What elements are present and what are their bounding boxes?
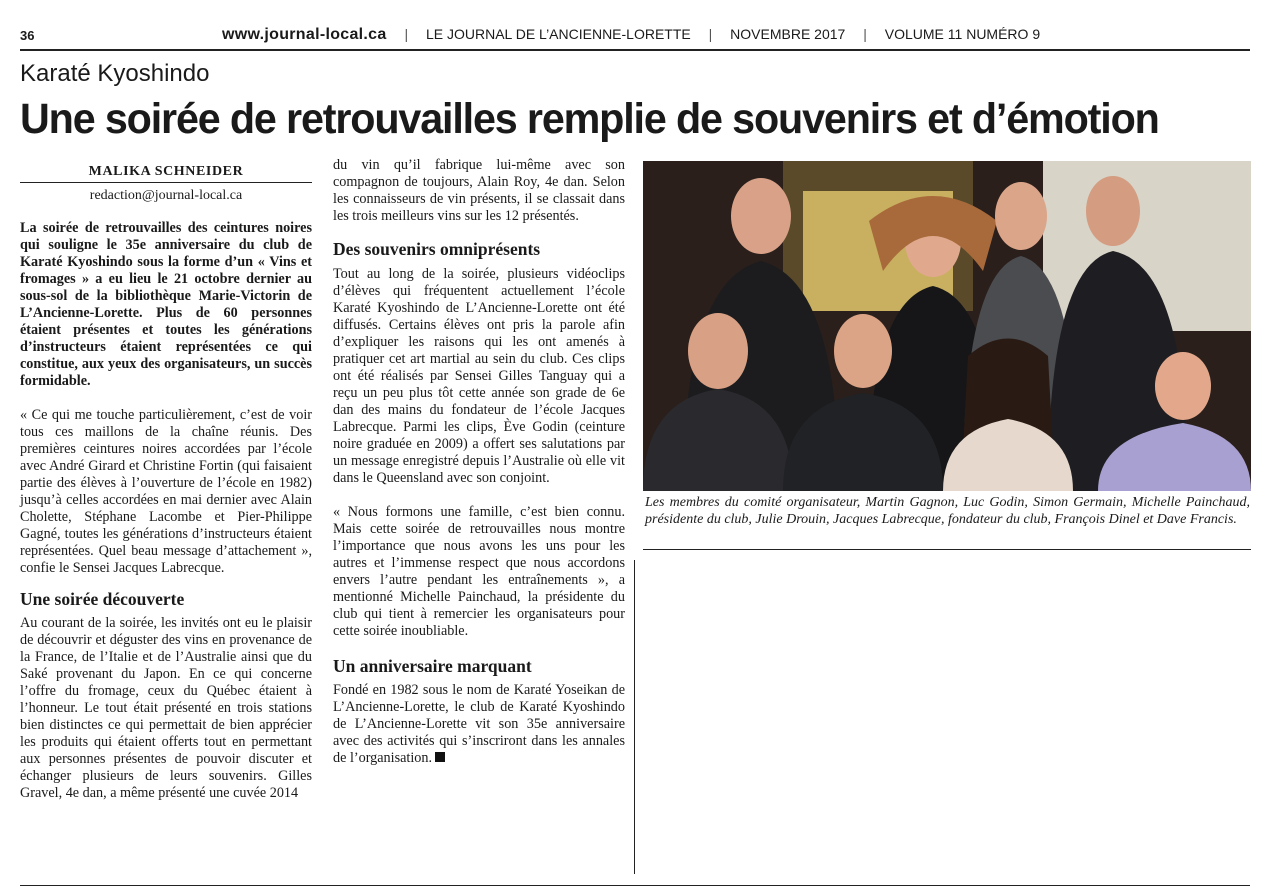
volume-number: VOLUME 11 NUMÉRO 9: [884, 26, 1041, 42]
site-url[interactable]: www.journal-local.ca: [222, 26, 387, 43]
article-kicker: Karaté Kyoshindo: [20, 60, 210, 87]
closing-paragraph: [333, 682, 625, 767]
paragraph: Tout au long de la soirée, plusieurs vidéoclips d’élèves qui fréquentent actuellement l’école Karaté Kyoshindo de L’Ancienne-Lorette ont été diffusés. Certains élèves ont pris la parole afin d’expliquer les raisons qui les ont amenés à pratiquer cet art martial au sein du club. Ces clips ont été réalisés par Sensei Gilles Tanguay qui a reçu un peu plus tôt cette année son grade de 6e dan des mains du fondateur de l’école Jacques Labrecque. Parmi les clips, Ève Godin (ceinture noire graduée en 2009) a offert ses salutations par un message enregistré depuis l’Australie où elle vit dans le Queensland avec son conjoint.: [333, 266, 625, 486]
closing-text: Fondé en 1982 sous le nom de Karaté Yoseikan de L’Ancienne-Lorette, le club de Karaté Kyoshindo de L’Ancienne-Lorette vit son 35e anniversaire avec des activités qui s’inscriront dans les annales de l’organisation.: [333, 682, 625, 766]
photo-credit: Crédit photo : Gilles Tanguay: [1249, 351, 1259, 467]
group-photo: [643, 161, 1259, 489]
publication-name: LE JOURNAL DE L’ANCIENNE-LORETTE: [425, 26, 691, 42]
subhead: Une soirée découverte: [20, 589, 185, 609]
header-rule: [20, 49, 1250, 51]
header-center: [222, 26, 1040, 44]
author-email[interactable]: redaction@journal-local.ca: [89, 188, 243, 203]
byline-rule: [20, 182, 312, 183]
paragraph: « Nous formons une famille, c’est bien connu. Mais cette soirée de retrouvailles nous montre l’importance que nous avons les uns pour les autres et l’immense respect que nous accordons envers l’autre pendant les entraînements », a mentionné Michelle Painchaud, la présidente du club qui tient à remercier les organisateurs pour cette soirée inoubliable.: [333, 504, 625, 639]
header-separator: |: [404, 26, 409, 42]
footer-rule: [20, 885, 1250, 886]
paragraph: du vin qu’il fabrique lui-même avec son compagnon de toujours, Alain Roy, 4e dan. Selon les connaisseurs de vin présents, il se classait dans les trois meilleurs vins sur les 12 présentés.: [333, 157, 625, 224]
page-number: 36: [20, 28, 35, 43]
lead-paragraph: La soirée de retrouvailles des ceintures noires qui souligne le 35e anniversaire du club de Karaté Kyoshindo sous la forme d’un « Vins et fromages » a eu lieu le 21 octobre dernier au sous-sol de la bibliothèque Marie-Victorin de L’Ancienne-Lorette. Plus de 60 personnes étaient présentes et toutes les générations d’instructeurs étaient représentées ce qui constitue, aux yeux des organisateurs, un succès formidable.: [20, 220, 312, 389]
column-divider: [634, 560, 635, 874]
paragraph: Au courant de la soirée, les invités ont eu le plaisir de découvrir et déguster des vins en provenance de la France, de l’Italie et de l’Australie ainsi que du Saké provenant du Japon. En ce qui concerne l’offre du fromage, ceux du Québec étaient à l’honneur. Le tout était présenté en trois stations bien distinctes ce qui permettait de bien apprécier les produits qui étaient offerts tout en permettant aux personnes présentes de pouvoir discuter et échanger plusieurs de leurs souvenirs. Gilles Gravel, 4e dan, a même présenté une cuvée 2014: [20, 615, 312, 801]
issue-date: NOVEMBRE 2017: [730, 26, 846, 42]
article-headline: Une soirée de retrouvailles remplie de souvenirs et d’émotion: [20, 95, 1159, 143]
page-header: [20, 26, 1250, 48]
header-separator: |: [863, 26, 867, 42]
photo-illustration: [643, 161, 1251, 489]
article-column-1: [20, 220, 312, 802]
caption-rule: [643, 549, 1251, 550]
end-mark-icon: [435, 752, 445, 762]
subhead: Un anniversaire marquant: [333, 656, 532, 676]
author-byline: MALIKA SCHNEIDER: [88, 164, 244, 179]
header-separator: |: [708, 26, 713, 42]
article-column-2: [333, 157, 625, 767]
photo-caption: Les membres du comité organisateur, Martin Gagnon, Luc Godin, Simon Germain, Michelle Painchaud, présidente du club, Julie Drouin, Jacques Labrecque, fondateur du club, François Dinel et Dave Francis.: [645, 495, 1250, 527]
subhead: Des souvenirs omniprésents: [333, 239, 541, 259]
paragraph: « Ce qui me touche particulièrement, c’est de voir tous ces maillons de la chaîne réunis. Des premières ceintures noires accordées par l’école avec André Girard et Christine Fortin (qui faisaient partie des élèves à l’ouverture de l’école en 1982) jusqu’à celles accordées en mai dernier avec Alain Cholette, Stéphane Lacombe et Pier-Philippe Gagné, toutes les générations d’instructeurs étaient représentées. Quel beau message d’attachement », confie le Sensei Jacques Labrecque.: [20, 407, 312, 576]
